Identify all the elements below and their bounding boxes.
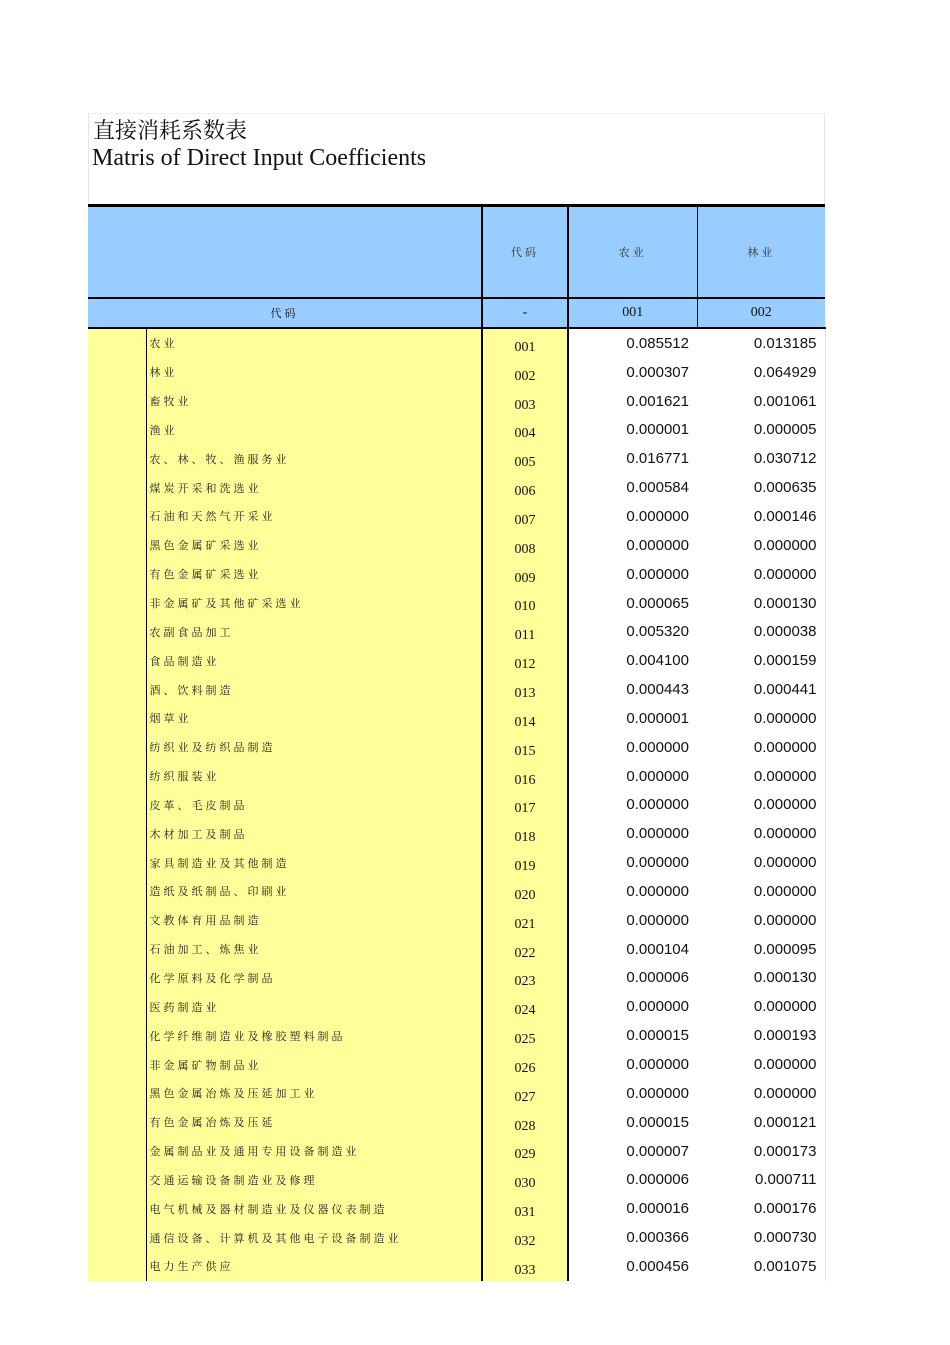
row-value-col-1[interactable]: 0.000000 (568, 762, 697, 791)
table-row (88, 1137, 825, 1166)
group-cell[interactable] (88, 646, 146, 675)
row-code-cell[interactable]: 032 (482, 1223, 568, 1252)
group-cell[interactable] (88, 473, 146, 502)
table-row (88, 589, 825, 618)
row-code-cell[interactable]: 006 (482, 473, 568, 502)
column-header-row (88, 206, 825, 299)
code-row-dash[interactable]: - (482, 298, 568, 328)
row-name-cell[interactable]: 纺织服装业 (146, 762, 482, 791)
header-code[interactable]: 代码 (482, 206, 568, 299)
row-code-cell[interactable]: 031 (482, 1194, 568, 1223)
row-code-cell[interactable]: 020 (482, 877, 568, 906)
table-row (88, 1050, 825, 1079)
row-value-col-1[interactable]: 0.004100 (568, 646, 697, 675)
table-row (88, 733, 825, 762)
row-value-col-1[interactable]: 0.000000 (568, 1050, 697, 1079)
group-cell[interactable] (88, 617, 146, 646)
group-cell[interactable] (88, 1021, 146, 1050)
group-cell[interactable] (88, 791, 146, 820)
group-cell[interactable] (88, 1050, 146, 1079)
row-code-cell[interactable]: 004 (482, 416, 568, 445)
row-code-cell[interactable]: 003 (482, 387, 568, 416)
row-value-col-1[interactable]: 0.000006 (568, 964, 697, 993)
row-value-col-1[interactable]: 0.000000 (568, 819, 697, 848)
row-value-col-2[interactable]: 0.000005 (697, 416, 825, 445)
table-row (88, 646, 825, 675)
row-value-col-2[interactable]: 0.000000 (697, 704, 825, 733)
coefficient-table (88, 204, 826, 1281)
row-code-cell[interactable]: 018 (482, 819, 568, 848)
row-value-col-1[interactable]: 0.000015 (568, 1021, 697, 1050)
row-code-cell[interactable]: 033 (482, 1252, 568, 1281)
row-value-col-2[interactable]: 0.000730 (697, 1223, 825, 1252)
row-value-col-1[interactable]: 0.000104 (568, 935, 697, 964)
row-name-cell[interactable]: 烟草业 (146, 704, 482, 733)
row-value-col-2[interactable]: 0.000441 (697, 675, 825, 704)
group-cell[interactable] (88, 935, 146, 964)
row-value-col-1[interactable]: 0.000001 (568, 416, 697, 445)
row-value-col-1[interactable]: 0.000007 (568, 1137, 697, 1166)
group-cell[interactable] (88, 444, 146, 473)
row-value-col-2[interactable]: 0.000130 (697, 589, 825, 618)
title-chinese: 直接消耗系数表 (93, 119, 248, 144)
group-cell[interactable] (88, 416, 146, 445)
group-cell[interactable] (88, 1165, 146, 1194)
row-value-col-2[interactable]: 0.000000 (697, 762, 825, 791)
title-english: Matris of Direct Input Coefficients (92, 145, 427, 171)
row-value-col-2[interactable]: 0.000000 (697, 819, 825, 848)
row-code-cell[interactable]: 013 (482, 675, 568, 704)
row-code-cell[interactable]: 019 (482, 848, 568, 877)
row-name-cell[interactable]: 皮革、毛皮制品 (146, 791, 482, 820)
row-name-cell[interactable]: 煤炭开采和洗选业 (146, 473, 482, 502)
table-row (88, 877, 825, 906)
row-code-cell[interactable]: 029 (482, 1137, 568, 1166)
row-value-col-1[interactable]: 0.005320 (568, 617, 697, 646)
row-value-col-2[interactable]: 0.000000 (697, 531, 825, 560)
table-row (88, 848, 825, 877)
row-value-col-1[interactable]: 0.000000 (568, 848, 697, 877)
row-value-col-1[interactable]: 0.016771 (568, 444, 697, 473)
row-value-col-2[interactable]: 0.000038 (697, 617, 825, 646)
row-value-col-1[interactable]: 0.001621 (568, 387, 697, 416)
table-row (88, 675, 825, 704)
row-value-col-2[interactable]: 0.000000 (697, 560, 825, 589)
row-name-cell[interactable]: 电气机械及器材制造业及仪器仪表制造 (146, 1194, 482, 1223)
row-value-col-2[interactable]: 0.064929 (697, 358, 825, 387)
row-name-cell[interactable]: 林业 (146, 358, 482, 387)
row-value-col-2[interactable]: 0.000000 (697, 906, 825, 935)
row-name-cell[interactable]: 黑色金属矿采选业 (146, 531, 482, 560)
row-value-col-2[interactable]: 0.000121 (697, 1108, 825, 1137)
row-value-col-2[interactable]: 0.000000 (697, 877, 825, 906)
group-cell[interactable] (88, 733, 146, 762)
row-value-col-1[interactable]: 0.000584 (568, 473, 697, 502)
header-col-1[interactable]: 农业 (568, 206, 697, 299)
table-row (88, 531, 825, 560)
row-name-cell[interactable]: 化学原料及化学制品 (146, 964, 482, 993)
row-name-cell[interactable]: 酒、饮料制造 (146, 675, 482, 704)
row-name-cell[interactable]: 交通运输设备制造业及修理 (146, 1165, 482, 1194)
row-name-cell[interactable]: 木材加工及制品 (146, 819, 482, 848)
group-cell[interactable] (88, 1108, 146, 1137)
row-value-col-1[interactable]: 0.000001 (568, 704, 697, 733)
row-value-col-1[interactable]: 0.000016 (568, 1194, 697, 1223)
title-block (88, 113, 825, 204)
table-row (88, 906, 825, 935)
code-row-label[interactable]: 代码 (88, 298, 482, 328)
row-name-cell[interactable]: 医药制造业 (146, 992, 482, 1021)
group-cell[interactable] (88, 589, 146, 618)
row-name-cell[interactable]: 有色金属冶炼及压延 (146, 1108, 482, 1137)
row-value-col-1[interactable]: 0.085512 (568, 328, 697, 358)
table-row (88, 1021, 825, 1050)
table-row (88, 502, 825, 531)
row-value-col-2[interactable]: 0.000130 (697, 964, 825, 993)
row-code-cell[interactable]: 010 (482, 589, 568, 618)
group-cell[interactable] (88, 1194, 146, 1223)
row-code-cell[interactable]: 014 (482, 704, 568, 733)
row-value-col-1[interactable]: 0.000065 (568, 589, 697, 618)
row-code-cell[interactable]: 009 (482, 560, 568, 589)
row-name-cell[interactable]: 通信设备、计算机及其他电子设备制造业 (146, 1223, 482, 1252)
group-cell[interactable] (88, 358, 146, 387)
row-code-cell[interactable]: 012 (482, 646, 568, 675)
row-value-col-2[interactable]: 0.001075 (697, 1252, 825, 1281)
row-value-col-2[interactable]: 0.000159 (697, 646, 825, 675)
row-name-cell[interactable]: 黑色金属冶炼及压延加工业 (146, 1079, 482, 1108)
row-name-cell[interactable]: 化学纤维制造业及橡胶塑料制品 (146, 1021, 482, 1050)
row-value-col-1[interactable]: 0.000015 (568, 1108, 697, 1137)
row-value-col-2[interactable]: 0.000146 (697, 502, 825, 531)
group-cell[interactable] (88, 762, 146, 791)
row-code-cell[interactable]: 027 (482, 1079, 568, 1108)
row-value-col-2[interactable]: 0.000176 (697, 1194, 825, 1223)
row-value-col-2[interactable]: 0.000635 (697, 473, 825, 502)
code-row-col-2[interactable]: 002 (697, 298, 825, 328)
table-row (88, 791, 825, 820)
group-cell[interactable] (88, 387, 146, 416)
row-value-col-2[interactable]: 0.000000 (697, 1079, 825, 1108)
row-value-col-1[interactable]: 0.000000 (568, 502, 697, 531)
row-value-col-1[interactable]: 0.000307 (568, 358, 697, 387)
row-value-col-2[interactable]: 0.000000 (697, 992, 825, 1021)
group-cell[interactable] (88, 1079, 146, 1108)
row-code-cell[interactable]: 026 (482, 1050, 568, 1079)
row-value-col-1[interactable]: 0.000000 (568, 560, 697, 589)
group-cell[interactable] (88, 531, 146, 560)
row-name-cell[interactable]: 文教体育用品制造 (146, 906, 482, 935)
group-cell[interactable] (88, 704, 146, 733)
table-row (88, 964, 825, 993)
row-value-col-1[interactable]: 0.000000 (568, 733, 697, 762)
row-code-cell[interactable]: 001 (482, 328, 568, 358)
table-row (88, 328, 825, 358)
table-row (88, 444, 825, 473)
row-value-col-2[interactable]: 0.000173 (697, 1137, 825, 1166)
row-value-col-2[interactable]: 0.030712 (697, 444, 825, 473)
row-name-cell[interactable]: 纺织业及纺织品制造 (146, 733, 482, 762)
row-code-cell[interactable]: 002 (482, 358, 568, 387)
group-cell[interactable] (88, 502, 146, 531)
group-cell[interactable] (88, 848, 146, 877)
row-name-cell[interactable]: 渔业 (146, 416, 482, 445)
row-code-cell[interactable]: 005 (482, 444, 568, 473)
row-code-cell[interactable]: 007 (482, 502, 568, 531)
header-col-2[interactable]: 林业 (697, 206, 825, 299)
table-row (88, 416, 825, 445)
table-row (88, 762, 825, 791)
group-cell[interactable] (88, 819, 146, 848)
group-cell[interactable] (88, 1137, 146, 1166)
row-code-cell[interactable]: 008 (482, 531, 568, 560)
group-cell[interactable] (88, 1252, 146, 1281)
row-value-col-2[interactable]: 0.000193 (697, 1021, 825, 1050)
table-row (88, 1223, 825, 1252)
row-value-col-1[interactable]: 0.000443 (568, 675, 697, 704)
row-name-cell[interactable]: 有色金属矿采选业 (146, 560, 482, 589)
row-name-cell[interactable]: 农业 (146, 328, 482, 358)
row-code-cell[interactable]: 023 (482, 964, 568, 993)
group-cell[interactable] (88, 992, 146, 1021)
row-value-col-2[interactable]: 0.000711 (697, 1165, 825, 1194)
row-code-cell[interactable]: 015 (482, 733, 568, 762)
row-name-cell[interactable]: 畜牧业 (146, 387, 482, 416)
table-row (88, 387, 825, 416)
row-value-col-2[interactable]: 0.000000 (697, 791, 825, 820)
code-row (88, 298, 825, 328)
table-row (88, 992, 825, 1021)
group-cell[interactable] (88, 1223, 146, 1252)
group-cell[interactable] (88, 328, 146, 358)
row-name-cell[interactable]: 石油加工、炼焦业 (146, 935, 482, 964)
table-row (88, 560, 825, 589)
row-value-col-2[interactable]: 0.000000 (697, 1050, 825, 1079)
row-value-col-2[interactable]: 0.013185 (697, 328, 825, 358)
row-value-col-1[interactable]: 0.000006 (568, 1165, 697, 1194)
code-row-col-1[interactable]: 001 (568, 298, 697, 328)
group-cell[interactable] (88, 906, 146, 935)
row-value-col-1[interactable]: 0.000366 (568, 1223, 697, 1252)
row-name-cell[interactable]: 食品制造业 (146, 646, 482, 675)
row-name-cell[interactable]: 造纸及纸制品、印刷业 (146, 877, 482, 906)
spreadsheet (88, 113, 825, 1281)
table-row (88, 819, 825, 848)
row-value-col-1[interactable]: 0.000000 (568, 906, 697, 935)
row-code-cell[interactable]: 030 (482, 1165, 568, 1194)
row-name-cell[interactable]: 农副食品加工 (146, 617, 482, 646)
row-value-col-2[interactable]: 0.001061 (697, 387, 825, 416)
row-name-cell[interactable]: 非金属矿物制品业 (146, 1050, 482, 1079)
row-name-cell[interactable]: 农、林、牧、渔服务业 (146, 444, 482, 473)
table-row (88, 1108, 825, 1137)
row-code-cell[interactable]: 021 (482, 906, 568, 935)
row-code-cell[interactable]: 011 (482, 617, 568, 646)
row-name-cell[interactable]: 非金属矿及其他矿采选业 (146, 589, 482, 618)
row-value-col-1[interactable]: 0.000000 (568, 1079, 697, 1108)
row-code-cell[interactable]: 016 (482, 762, 568, 791)
table-row (88, 358, 825, 387)
table-row (88, 617, 825, 646)
row-name-cell[interactable]: 家具制造业及其他制造 (146, 848, 482, 877)
row-value-col-1[interactable]: 0.000456 (568, 1252, 697, 1281)
row-value-col-1[interactable]: 0.000000 (568, 531, 697, 560)
row-code-cell[interactable]: 022 (482, 935, 568, 964)
row-value-col-2[interactable]: 0.000000 (697, 733, 825, 762)
row-name-cell[interactable]: 石油和天然气开采业 (146, 502, 482, 531)
table-row (88, 1252, 825, 1281)
group-cell[interactable] (88, 877, 146, 906)
row-value-col-1[interactable]: 0.000000 (568, 791, 697, 820)
table-row (88, 1165, 825, 1194)
row-code-cell[interactable]: 017 (482, 791, 568, 820)
table-row (88, 704, 825, 733)
row-value-col-1[interactable]: 0.000000 (568, 877, 697, 906)
row-code-cell[interactable]: 024 (482, 992, 568, 1021)
header-corner-cell[interactable] (88, 206, 482, 299)
row-code-cell[interactable]: 025 (482, 1021, 568, 1050)
table-row (88, 473, 825, 502)
row-value-col-2[interactable]: 0.000000 (697, 848, 825, 877)
table-row (88, 1194, 825, 1223)
row-value-col-2[interactable]: 0.000095 (697, 935, 825, 964)
group-cell[interactable] (88, 560, 146, 589)
group-cell[interactable] (88, 675, 146, 704)
row-code-cell[interactable]: 028 (482, 1108, 568, 1137)
table-row (88, 935, 825, 964)
row-name-cell[interactable]: 电力生产供应 (146, 1252, 482, 1281)
table-row (88, 1079, 825, 1108)
row-name-cell[interactable]: 金属制品业及通用专用设备制造业 (146, 1137, 482, 1166)
row-value-col-1[interactable]: 0.000000 (568, 992, 697, 1021)
group-cell[interactable] (88, 964, 146, 993)
